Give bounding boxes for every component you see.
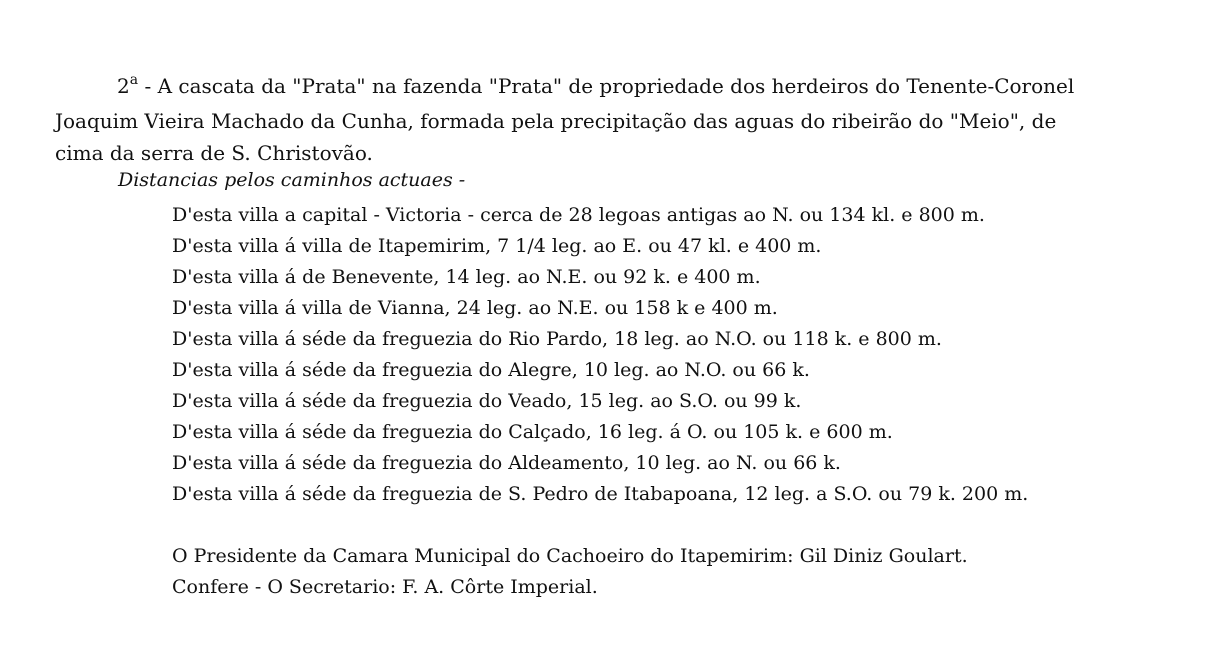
distance-item: D'esta villa á séde da freguezia do Rio Pardo, 18 leg. ao N.O. ou 118 k. e 800 m. [172, 328, 942, 350]
closing-block [172, 541, 968, 603]
item-number: 2 [117, 74, 130, 98]
distance-item: D'esta villa á séde da freguezia do Calçado, 16 leg. á O. ou 105 k. e 600 m. [172, 421, 893, 443]
confere-line: Confere - O Secretario: F. A. Côrte Imperial. [172, 576, 598, 598]
distances-subheading: Distancias pelos caminhos actuaes - [118, 169, 466, 191]
distance-item: D'esta villa á séde da freguezia de S. Pedro de Itabapoana, 12 leg. a S.O. ou 79 k. 200 m. [172, 483, 1029, 505]
paragraph-line-1 [55, 70, 1200, 105]
distance-item: D'esta villa á séde da freguezia do Veado, 15 leg. ao S.O. ou 99 k. [172, 390, 802, 412]
paragraph-line-2: Joaquim Vieira Machado da Cunha, formada pela precipitação das aguas do ribeirão do "Meio", de [55, 109, 1057, 133]
distance-item: D'esta villa á de Benevente, 14 leg. ao N.E. ou 92 k. e 400 m. [172, 266, 761, 288]
president-line: O Presidente da Camara Municipal do Cachoeiro do Itapemirim: Gil Diniz Goulart. [172, 545, 968, 567]
distance-item: D'esta villa a capital - Victoria - cerca de 28 legoas antigas ao N. ou 134 kl. e 800 m. [172, 204, 985, 226]
item-superscript: a [129, 72, 139, 88]
paragraph-line-3: cima da serra de S. Christovão. [55, 141, 373, 165]
distance-item: D'esta villa á villa de Vianna, 24 leg. ao N.E. ou 158 k e 400 m. [172, 297, 778, 319]
distances-list [172, 200, 1028, 510]
distance-item: D'esta villa á villa de Itapemirim, 7 1/4 leg. ao E. ou 47 kl. e 400 m. [172, 235, 822, 257]
distance-item: D'esta villa á séde da freguezia do Alegre, 10 leg. ao N.O. ou 66 k. [172, 359, 810, 381]
intro-paragraph [55, 70, 1200, 169]
distance-item: D'esta villa á séde da freguezia do Aldeamento, 10 leg. ao N. ou 66 k. [172, 452, 841, 474]
paragraph-line-1-text: - A cascata da "Prata" na fazenda "Prata" de propriedade dos herdeiros do Tenente-Coronel [138, 74, 1075, 98]
